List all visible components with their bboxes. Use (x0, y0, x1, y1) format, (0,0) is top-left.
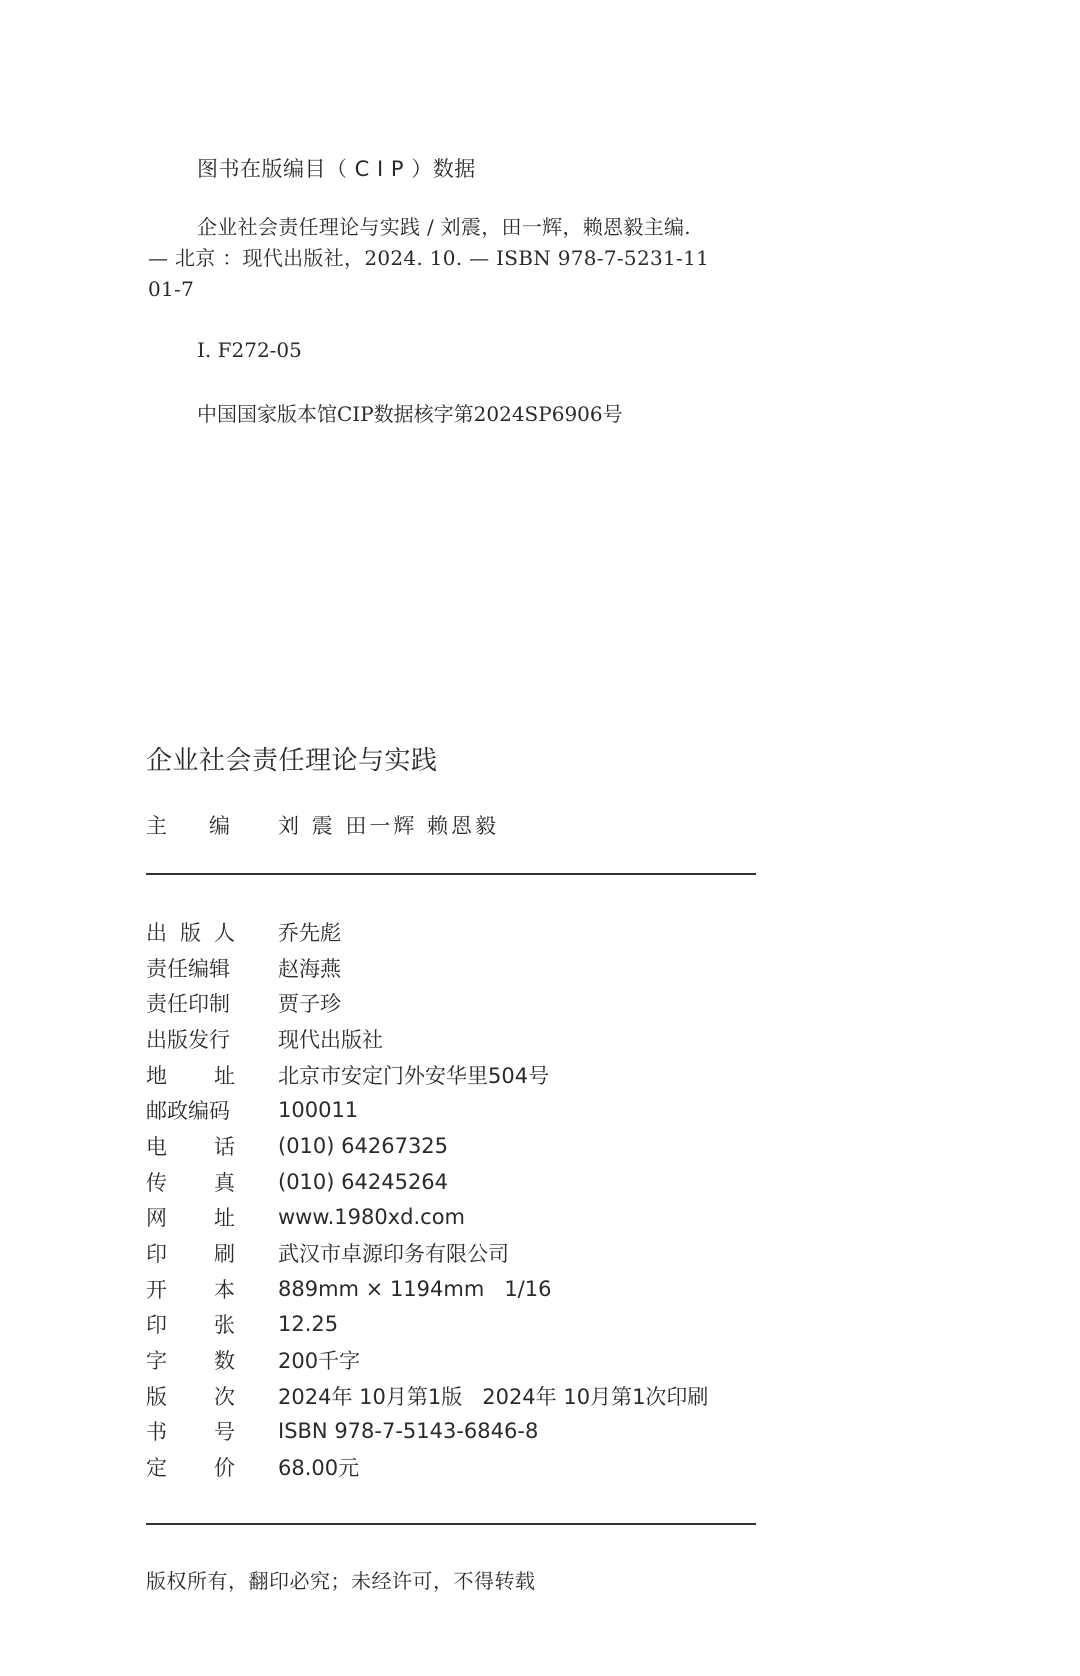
info-label-char: 电 (146, 1134, 167, 1159)
editor-label-char: 编 (209, 814, 230, 838)
info-label-char: 次 (214, 1384, 235, 1409)
info-label-char: 人 (214, 920, 235, 945)
book-title: 企业社会责任理论与实践 (146, 746, 438, 776)
cip-classification: Ⅰ. F272-05 (197, 338, 302, 362)
info-value: 乔先彪 (278, 920, 341, 945)
info-label-char: 号 (214, 1420, 235, 1445)
info-row (146, 985, 708, 1021)
editor-label (146, 810, 278, 840)
info-row (146, 1128, 708, 1164)
info-row (146, 1414, 708, 1450)
info-label-char: 邮政编码 (146, 1099, 230, 1124)
info-label (146, 1024, 235, 1054)
info-label-char: 版 (146, 1384, 167, 1409)
info-label (146, 1416, 235, 1446)
info-label-char: 网 (146, 1206, 167, 1231)
top-divider (146, 873, 756, 875)
info-row (146, 1200, 708, 1236)
cip-body: 企业社会责任理论与实践 / 刘震，田一辉，赖恩毅主编. — 北京 ：现代出版社，2024. 10. — ISBN 978-7-5231-1101-7 (148, 215, 710, 301)
bottom-divider (146, 1523, 756, 1525)
info-label (146, 953, 235, 983)
editors-names: 刘 震 田一辉 赖恩毅 (278, 814, 500, 838)
info-value: ISBN 978-7-5143-6846-8 (278, 1419, 539, 1444)
info-row (146, 1057, 708, 1093)
info-label-char: 传 (146, 1170, 167, 1195)
info-label (146, 1452, 235, 1482)
info-label (146, 1274, 235, 1304)
info-label-char: 出 (146, 920, 167, 945)
info-row (146, 950, 708, 986)
info-row (146, 1271, 708, 1307)
info-row (146, 1092, 708, 1128)
info-value: 现代出版社 (278, 1027, 383, 1052)
info-value: 贾子珍 (278, 992, 341, 1017)
info-label (146, 1167, 235, 1197)
info-label-char: 地 (146, 1063, 167, 1088)
info-label-char: 字 (146, 1349, 167, 1374)
info-label (146, 1131, 235, 1161)
info-label-char: 责任编辑 (146, 956, 230, 981)
copyright-notice: 版权所有，翻印必究；未经许可，不得转载 (146, 1569, 536, 1593)
info-value: www.1980xd.com (278, 1205, 466, 1230)
info-label-char: 真 (214, 1170, 235, 1195)
info-row (146, 1235, 708, 1271)
info-label-char: 开 (146, 1277, 167, 1302)
info-label-char: 价 (214, 1456, 235, 1481)
cip-verification: 中国国家版本馆CIP数据核字第2024SP6906号 (197, 402, 623, 426)
info-label (146, 1060, 235, 1090)
info-label-char: 版 (180, 920, 201, 945)
info-value: 200千字 (278, 1349, 361, 1374)
info-label (146, 1238, 235, 1268)
info-label-char: 印 (146, 1313, 167, 1338)
info-label (146, 988, 235, 1018)
info-label-char: 刷 (214, 1242, 235, 1267)
publication-info (146, 914, 708, 1485)
info-value: (010) 64245264 (278, 1169, 449, 1194)
info-label-char: 数 (214, 1349, 235, 1374)
cip-heading: 图书在版编目（ C I P ）数据 (197, 157, 476, 181)
info-row (146, 1378, 708, 1414)
info-value: 2024年 10月第1版 2024年 10月第1次印刷 (278, 1384, 709, 1409)
info-label-char: 印 (146, 1242, 167, 1267)
info-label-char: 出版发行 (146, 1027, 230, 1052)
info-label-char: 书 (146, 1420, 167, 1445)
info-row (146, 1164, 708, 1200)
info-value: 68.00元 (278, 1456, 360, 1481)
info-row (146, 1342, 708, 1378)
info-label (146, 917, 235, 947)
info-value: 100011 (278, 1098, 359, 1123)
info-row (146, 1449, 708, 1485)
info-label-char: 张 (214, 1313, 235, 1338)
info-label-char: 本 (214, 1277, 235, 1302)
info-value: 赵海燕 (278, 956, 341, 981)
info-value: 889mm × 1194mm 1/16 (278, 1276, 552, 1301)
info-value: 武汉市卓源印务有限公司 (278, 1242, 509, 1267)
info-row (146, 1021, 708, 1057)
info-label-char: 址 (214, 1206, 235, 1231)
info-value: (010) 64267325 (278, 1133, 449, 1158)
info-value: 12.25 (278, 1312, 339, 1337)
info-label-char: 责任印制 (146, 992, 230, 1017)
info-label (146, 1381, 235, 1411)
info-label (146, 1345, 235, 1375)
info-row (146, 1307, 708, 1343)
info-label-char: 址 (214, 1063, 235, 1088)
info-row (146, 914, 708, 950)
info-label-char: 定 (146, 1456, 167, 1481)
info-label (146, 1202, 235, 1232)
info-label (146, 1309, 235, 1339)
info-value: 北京市安定门外安华里504号 (278, 1063, 550, 1088)
editor-label-char: 主 (146, 814, 167, 838)
info-label (146, 1095, 235, 1125)
editors-row (146, 810, 499, 840)
info-label-char: 话 (214, 1134, 235, 1159)
